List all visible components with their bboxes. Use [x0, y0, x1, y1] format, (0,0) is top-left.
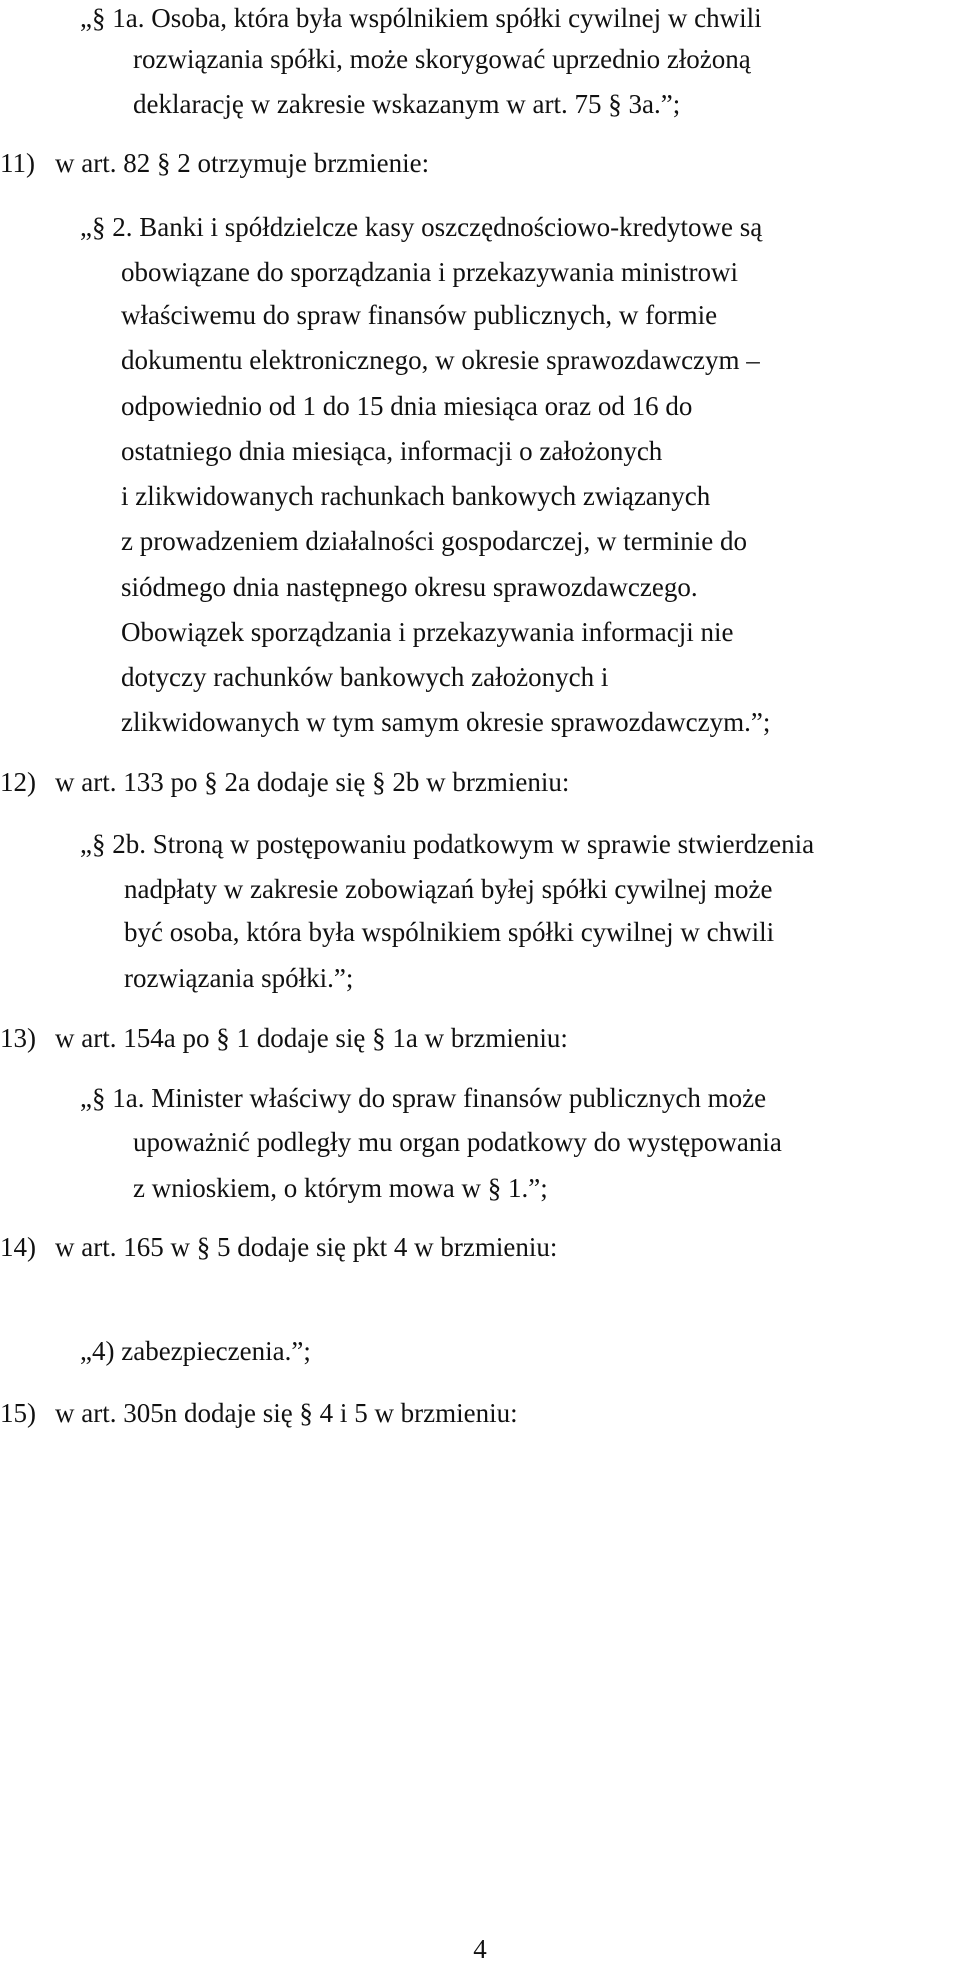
item-number: 11) [0, 148, 35, 178]
item-text: w art. 133 po § 2a dodaje się § 2b w brzmieniu: [55, 767, 570, 797]
item-text: w art. 82 § 2 otrzymuje brzmienie: [55, 148, 430, 178]
text-line: być osoba, która była wspólnikiem spółki cywilnej w chwili [124, 917, 775, 947]
item-text: w art. 154a po § 1 dodaje się § 1a w brzmieniu: [55, 1023, 568, 1053]
text-line: „§ 2b. Stroną w postępowaniu podatkowym w sprawie stwierdzenia [80, 829, 815, 859]
text-line: „§ 1a. Osoba, która była wspólnikiem spółki cywilnej w chwili [80, 3, 762, 33]
text-line: dotyczy rachunków bankowych założonych i [121, 662, 609, 692]
item-number: 14) [0, 1232, 36, 1262]
item-number: 13) [0, 1023, 36, 1053]
text-line: ostatniego dnia miesiąca, informacji o założonych [121, 436, 663, 466]
text-line: siódmego dnia następnego okresu sprawozdawczego. [121, 572, 698, 602]
text-line: Obowiązek sporządzania i przekazywania informacji nie [121, 617, 734, 647]
text-line: obowiązane do sporządzania i przekazywania ministrowi [121, 257, 739, 287]
text-line: nadpłaty w zakresie zobowiązań byłej spółki cywilnej może [124, 874, 773, 904]
item-number: 15) [0, 1398, 36, 1428]
item-number: 12) [0, 767, 36, 797]
text-line: rozwiązania spółki, może skorygować uprzednio złożoną [133, 44, 751, 74]
text-line: „4) zabezpieczenia.”; [80, 1336, 311, 1366]
text-line: odpowiednio od 1 do 15 dnia miesiąca oraz od 16 do [121, 391, 693, 421]
item-text: w art. 165 w § 5 dodaje się pkt 4 w brzmieniu: [55, 1232, 558, 1262]
text-line: upoważnić podległy mu organ podatkowy do występowania [133, 1127, 782, 1157]
text-line: z prowadzeniem działalności gospodarczej, w terminie do [121, 526, 748, 556]
text-line: z wnioskiem, o którym mowa w § 1.”; [133, 1173, 548, 1203]
text-line: rozwiązania spółki.”; [124, 963, 354, 993]
text-line: zlikwidowanych w tym samym okresie sprawozdawczym.”; [121, 707, 771, 737]
item-text: w art. 305n dodaje się § 4 i 5 w brzmieniu: [55, 1398, 518, 1428]
text-line: dokumentu elektronicznego, w okresie sprawozdawczym – [121, 345, 760, 375]
text-line: deklarację w zakresie wskazanym w art. 75 § 3a.”; [133, 89, 681, 119]
text-line: „§ 1a. Minister właściwy do spraw finansów publicznych może [80, 1083, 767, 1113]
page-number: 4 [473, 1934, 487, 1964]
text-line: „§ 2. Banki i spółdzielcze kasy oszczędnościowo-kredytowe są [80, 212, 763, 242]
text-line: właściwemu do spraw finansów publicznych, w formie [121, 300, 718, 330]
text-line: i zlikwidowanych rachunkach bankowych związanych [121, 481, 711, 511]
